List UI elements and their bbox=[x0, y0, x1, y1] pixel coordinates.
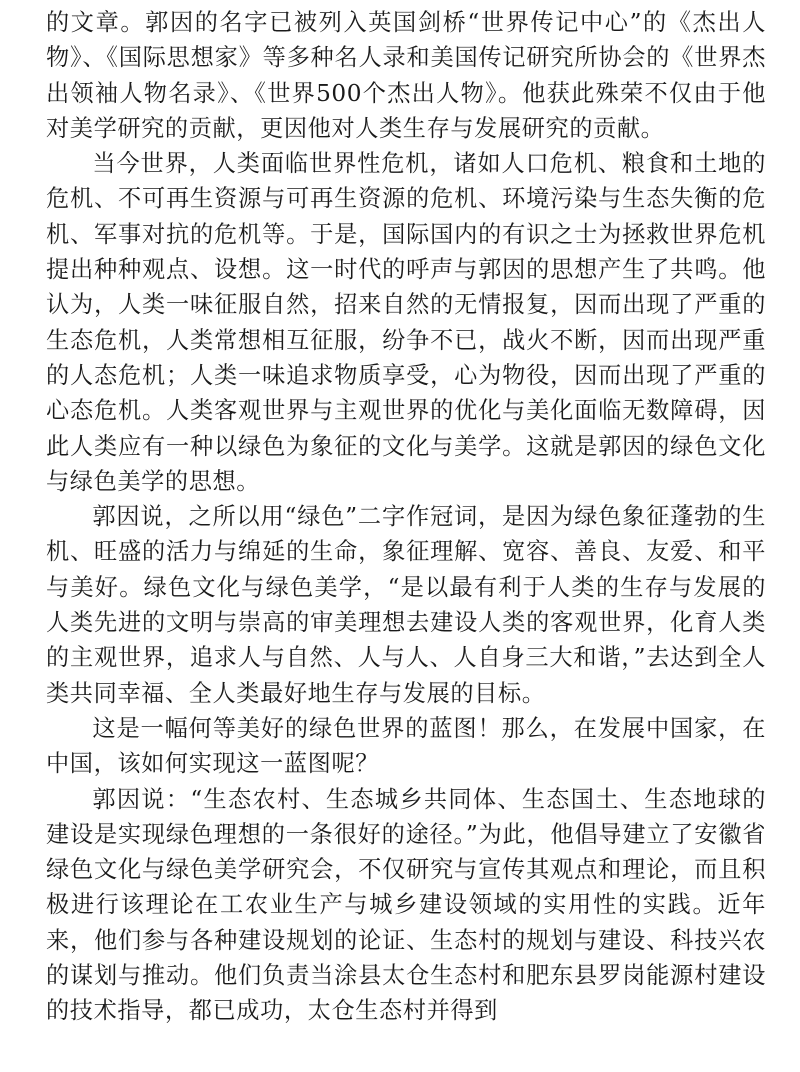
paragraph-4: 这是一幅何等美好的绿色世界的蓝图！那么，在发展中国家，在中国，该如何实现这一蓝图呢？ bbox=[46, 714, 766, 778]
paragraph-1: 的文章。郭因的名字已被列入英国剑桥“世界传记中心”的《杰出人物》、《国际思想家》等多种名人录和美国传记研究所协会的《世界杰出领袖人物名录》、《世界500个杰出人物》。他获此殊荣不仅由于他对美学研究的贡献，更因他对人类生存与发展研究的贡献。 bbox=[46, 9, 766, 142]
paragraph-2: 当今世界，人类面临世界性危机，诸如人口危机、粮食和土地的危机、不可再生资源与可再生资源的危机、环境污染与生态失衡的危机、军事对抗的危机等。于是，国际国内的有识之士为拯救世界危机提出种种观点、设想。这一时代的呼声与郭因的思想产生了共鸣。他认为，人类一味征服自然，招来自然的无情报复，因而出现了严重的生态危机，人类常想相互征服，纷争不已，战火不断，因而出现严重的人态危机；人类一味追求物质享受，心为物役，因而出现了严重的心态危机。人类客观世界与主观世界的优化与美化面临无数障碍，因此人类应有一种以绿色为象征的文化与美学。这就是郭因的绿色文化与绿色美学的思想。 bbox=[46, 150, 766, 495]
paragraph-5: 郭因说：“生态农村、生态城乡共同体、生态国土、生态地球的建设是实现绿色理想的一条很好的途径。”为此，他倡导建立了安徽省绿色文化与绿色美学研究会，不仅研究与宣传其观点和理论，而且积极进行该理论在工农业生产与城乡建设领域的实用性的实践。近年来，他们参与各种建设规划的论证、生态村的规划与建设、科技兴农的谋划与推动。他们负责当涂县太仓生态村和肥东县罗岗能源村建设的技术指导，都已成功，太仓生态村并得到 bbox=[46, 785, 766, 1025]
paragraph-3: 郭因说，之所以用“绿色”二字作冠词，是因为绿色象征蓬勃的生机、旺盛的活力与绵延的生命，象征理解、宽容、善良、友爱、和平与美好。绿色文化与绿色美学，“是以最有利于人类的生存与发展的人类先进的文明与崇高的审美理想去建设人类的客观世界，化育人类的主观世界，追求人与自然、人与人、人自身三大和谐，”去达到全人类共同幸福、全人类最好地生存与发展的目标。 bbox=[46, 503, 766, 707]
document-page bbox=[46, 0, 766, 1029]
